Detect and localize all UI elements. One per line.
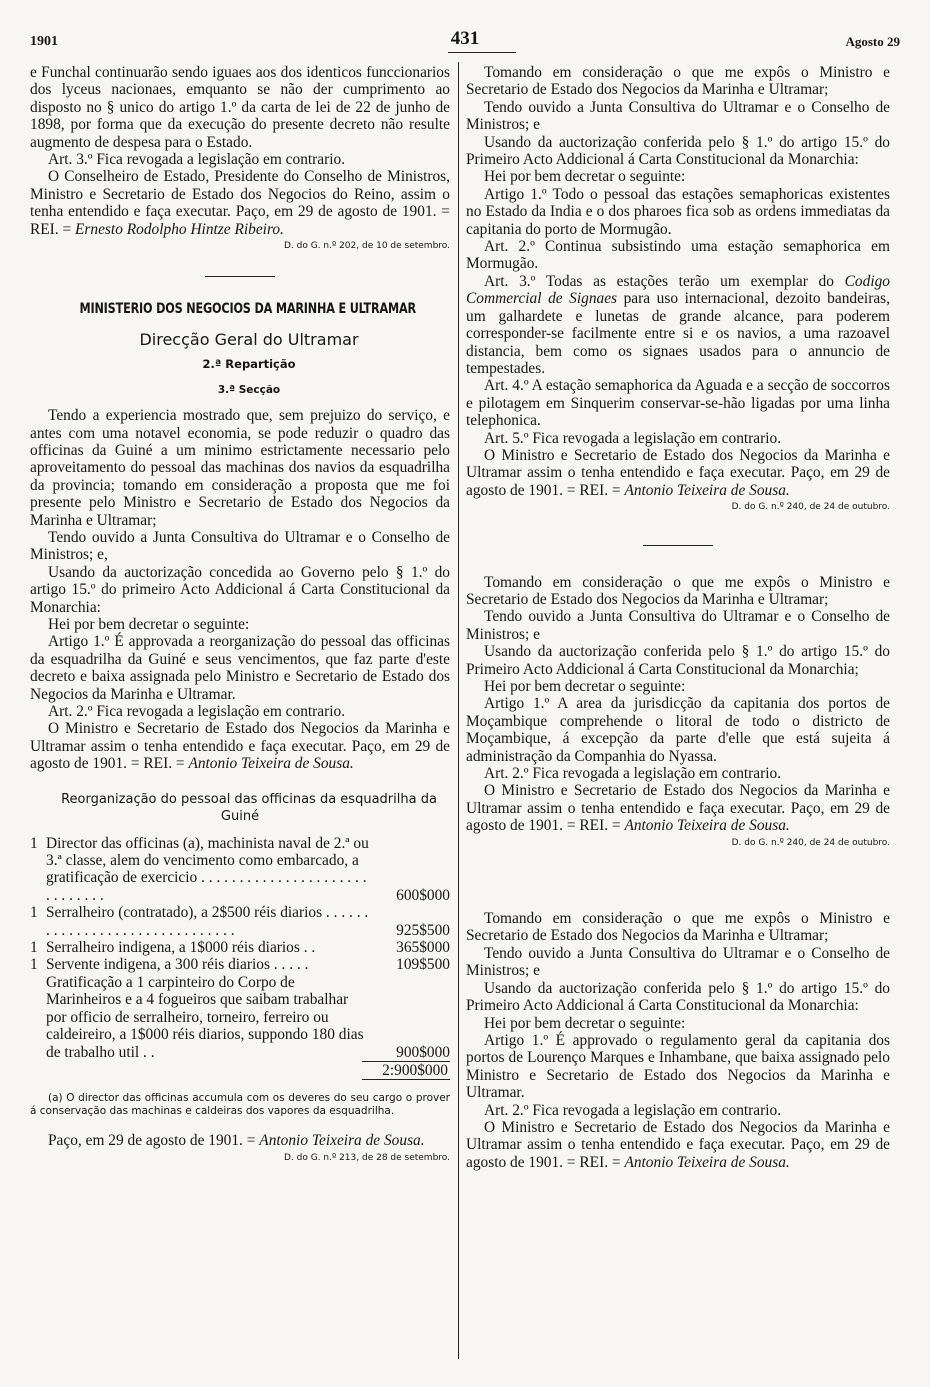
intro-article-3: Art. 3.º Fica revogada a legislação em contrario.	[48, 151, 346, 169]
page-header	[30, 28, 900, 54]
table-row-qty: 1	[30, 939, 38, 957]
table-signature-name: Antonio Teixeira de Sousa.	[259, 1132, 425, 1150]
table-row-amount: 600$000	[396, 886, 450, 904]
decree2-closing-signature: Antonio Teixeira de Sousa.	[624, 817, 790, 835]
decree2-paragraph: Tomando em consideração o que me expôs o Ministro e Secretario de Estado dos Negocios da Marinha e Ultramar;	[466, 573, 890, 608]
table-row-text: Gratificação a 1 carpinteiro do Corpo de Marinheiros e a 4 fogueiros que saibam trabalhar por officio de serralheiro, torneiro, ferreiro ou caldeireiro, a 1$000 réis diarios, suppondo 180 dias de trabalho util . .	[46, 973, 364, 1061]
header-year: 1901	[30, 34, 58, 49]
decree-paragraph: Usando da auctorização concedida ao Governo pelo § 1.º do artigo 15.º do primeiro Acto Addicional á Carta Constitucional da Monarchia:	[30, 563, 450, 616]
table-row-amount: 365$000	[396, 939, 450, 957]
table-row	[30, 904, 450, 939]
intro-closing-text: O Conselheiro de Estado, Presidente do Conselho de Ministros, Ministro e Secretario de Estado dos Negocios do Reino, assim o tenha entendido e faça executar. Paço, em 29 de agosto de 1901. = REI. =	[30, 168, 450, 238]
decree1-paragraph: Tendo ouvido a Junta Consultiva do Ultramar e o Conselho de Ministros; e	[466, 98, 890, 134]
table-row	[30, 956, 450, 973]
right-column	[466, 64, 890, 1171]
header-underline	[448, 52, 516, 53]
table-row-text: Serralheiro (contratado), a 2$500 réis diarios . . . . . . . . . . . . . . . . . . . . . . . . . . . . . . .	[46, 904, 369, 939]
table-title: Reorganização do pessoal das officinas da esquadrilha da Guiné	[61, 791, 437, 824]
table-source: D. do G. n.º 213, de 28 de setembro.	[283, 1152, 450, 1163]
table-row-text: Servente indigena, a 300 réis diarios . . . . .	[46, 956, 309, 974]
table-total: 2:900$000	[362, 1061, 450, 1080]
decree-paragraph: Hei por bem decretar o seguinte:	[48, 615, 250, 633]
decree1-article-2: Art. 2.º Continua subsistindo uma estação semaphorica em Mormugão.	[466, 238, 890, 273]
direction-heading: Direcção Geral do Ultramar	[139, 329, 359, 349]
decree3-paragraph: Usando da auctorização conferida pelo § 1.º do artigo 15.º do Primeiro Acto Addicional á Carta Constitucional da Monarchia:	[466, 979, 890, 1015]
table-row-qty: 1	[30, 956, 38, 974]
table-row-amount: 925$500	[396, 921, 450, 939]
table-row	[30, 974, 450, 1061]
decree1-closing-text: O Ministro e Secretario de Estado dos Negocios da Marinha e Ultramar assim o tenha entendido e faça executar. Paço, em 29 de agosto de 1901. = REI. =	[466, 446, 890, 499]
decree2-closing-text: O Ministro e Secretario de Estado dos Negocios da Marinha e Ultramar assim o tenha entendido e faça executar. Paço, em 29 de agosto de 1901. = REI. =	[466, 782, 890, 835]
decree1-closing	[466, 447, 890, 499]
table-signature	[30, 1132, 450, 1149]
decree-closing-text: O Ministro e Secretario de Estado dos Negocios da Marinha e Ultramar assim o tenha entendido e faça executar. Paço, em 29 de agosto de 1901. = REI. =	[30, 720, 450, 773]
decree-article-1: Artigo 1.º É approvada a reorganização do pessoal das officinas da esquadrilha da Guiné e seus vencimentos, que faz parte d'este decreto e baixa assignada pelo Ministro e Secretario de Estado dos Negocios da Marinha e Ultramar.	[30, 633, 450, 703]
decree1-source: D. do G. n.º 240, de 24 de outubro.	[731, 502, 890, 513]
decree1-paragraph: Usando da auctorização conferida pelo § 1.º do artigo 15.º do Primeiro Acto Addicional á Carta Constitucional da Monarchia:	[466, 133, 890, 169]
intro-closing-signature: Ernesto Rodolpho Hintze Ribeiro.	[75, 220, 284, 238]
table-row	[30, 835, 450, 905]
table-row-qty: 1	[30, 904, 38, 922]
decree3-closing-text: O Ministro e Secretario de Estado dos Negocios da Marinha e Ultramar assim o tenha entendido e faça executar. Paço, em 29 de agosto de 1901. = REI. =	[466, 1118, 890, 1171]
table-row-amount: 900$000	[396, 1043, 450, 1061]
header-date: Agosto 29	[845, 34, 900, 49]
decree1-paragraph: Tomando em consideração o que me expôs o Ministro e Secretario de Estado dos Negocios da Marinha e Ultramar;	[466, 64, 890, 99]
decree1-article-1: Artigo 1.º Todo o pessoal das estações semaphoricas existentes no Estado da India e o dos pharoes fica sob as ordens immediatas da capitania do porto de Mormugão.	[466, 185, 890, 238]
decree-closing	[30, 720, 450, 772]
decree2-paragraph: Usando da auctorização conferida pelo § 1.º do artigo 15.º do Primeiro Acto Addicional á Carta Constitucional da Monarchia;	[466, 643, 890, 678]
decree3-paragraph: Tendo ouvido a Junta Consultiva do Ultramar e o Conselho de Ministros; e	[466, 944, 890, 980]
decree2-closing	[466, 782, 890, 834]
table-row-amount: 109$500	[396, 956, 450, 974]
repartition-heading: 2.ª Repartição	[202, 357, 296, 372]
table-row-text: Serralheiro indigena, a 1$000 réis diarios . .	[46, 939, 316, 957]
decree2-paragraph: Hei por bem decretar o seguinte:	[484, 678, 686, 695]
section-heading: 3.ª Secção	[217, 383, 281, 396]
intro-paragraph: e Funchal continuarão sendo iguaes aos dos identicos funccionarios dos lyceus nacionaes, emquanto se não der cumprimento ao disposto no § unico do artigo 1.º da carta de lei de 22 de junho de 1898, por forma que da execução do presente decreto não resulte augmento de despesa para o Estado.	[30, 64, 450, 151]
intro-closing	[30, 168, 450, 238]
decree3-closing-signature: Antonio Teixeira de Sousa.	[624, 1153, 790, 1171]
decree3-closing	[466, 1119, 890, 1171]
decree2-article-1: Artigo 1.º A area da jurisdicção da capitania dos portos de Moçambique comprehende o litoral de todo o districto de Moçambique, á excepção da parte d'elle que está sujeita á administração da Companhia do Nyassa.	[466, 695, 890, 765]
decree2-paragraph: Tendo ouvido a Junta Consultiva do Ultramar e o Conselho de Ministros; e	[466, 608, 890, 643]
decree3-article-2: Art. 2.º Fica revogada a legislação em contrario.	[484, 1101, 782, 1119]
intro-source: D. do G. n.º 202, de 10 de setembro.	[283, 241, 450, 252]
decree1-article-3	[466, 273, 890, 377]
table-row-text: Director das officinas (a), machinista naval de 2.ª ou 3.ª classe, alem do vencimento como embarcado, a gratificação de exercicio . . . . . . . . . . . . . . . . . . . . . . . . . . . . . .	[46, 834, 369, 904]
decree2-source: D. do G. n.º 240, de 24 de outubro.	[731, 837, 890, 848]
left-column	[30, 64, 450, 1167]
decree1-article-5: Art. 5.º Fica revogada a legislação em contrario.	[484, 429, 782, 447]
decree1-article-4: Art. 4.º A estação semaphorica da Aguada e a secção de soccorros e pilotagem em Sinquerim conservar-se-hão ligadas por uma linha telephonica.	[466, 377, 890, 430]
table-signature-text: Paço, em 29 de agosto de 1901. =	[48, 1132, 260, 1150]
decree1-paragraph: Hei por bem decretar o seguinte:	[484, 168, 686, 186]
ministry-heading: MINISTERIO DOS NEGOCIOS DA MARINHA E ULTRAMAR	[79, 301, 416, 318]
page-number: 431	[450, 28, 480, 49]
decree-article-2: Art. 2.º Fica revogada a legislação em contrario.	[48, 703, 346, 720]
column-divider	[458, 62, 459, 1359]
decree3-paragraph: Tomando em consideração o que me expôs o Ministro e Secretario de Estado dos Negocios da Marinha e Ultramar;	[466, 910, 890, 945]
staff-table	[30, 835, 450, 1081]
decree3-paragraph: Hei por bem decretar o seguinte:	[484, 1014, 686, 1032]
decree-paragraph: Tendo ouvido a Junta Consultiva do Ultramar e o Conselho de Ministros; e,	[30, 528, 450, 564]
table-row-qty: 1	[30, 834, 38, 852]
decree1-article-3-rest: para uso internacional, dezoito bandeiras, um galhardete e lunetas de grande alcance, para poderem corresponder-se facilmente entre si e os navios, a uma razoavel distancia, bem como os signaes usados para o annuncio de tempestades.	[466, 290, 890, 377]
footnote: (a) O director das officinas accumula com os deveres do seu cargo o prover á conservação das machinas e caldeiras dos vapores da esquadrilha.	[30, 1092, 450, 1118]
decree-closing-signature: Antonio Teixeira de Sousa.	[188, 755, 354, 773]
decree1-article-3-text: Art. 3.º Todas as estações terão um exemplar do	[484, 272, 845, 290]
decree1-closing-signature: Antonio Teixeira de Sousa.	[624, 481, 790, 499]
decree-preamble: Tendo a experiencia mostrado que, sem prejuizo do serviço, e antes com uma notavel economia, se pode reduzir o quadro das officinas da Guiné a um minimo estrictamente necessario pelo aproveitamento do pessoal das machinas dos navios da esquadrilha da provincia; tomando em consideração a proposta que me foi presente pelo Ministro e Secretario de Estado dos Negocios da Marinha e Ultramar;	[30, 407, 450, 529]
table-total-row	[30, 1061, 450, 1080]
decree1-article-3-code: Codigo Commercial de Signaes	[466, 272, 890, 308]
decree3-article-1: Artigo 1.º É approvado o regulamento geral da capitania dos portos de Lourenço Marques e Inhambane, que baixa assignado pelo Ministro e Secretario de Estado dos Negocios da Marinha e Ultramar.	[466, 1031, 890, 1102]
decree2-article-2: Art. 2.º Fica revogada a legislação em contrario.	[484, 765, 782, 783]
table-row	[30, 939, 450, 956]
